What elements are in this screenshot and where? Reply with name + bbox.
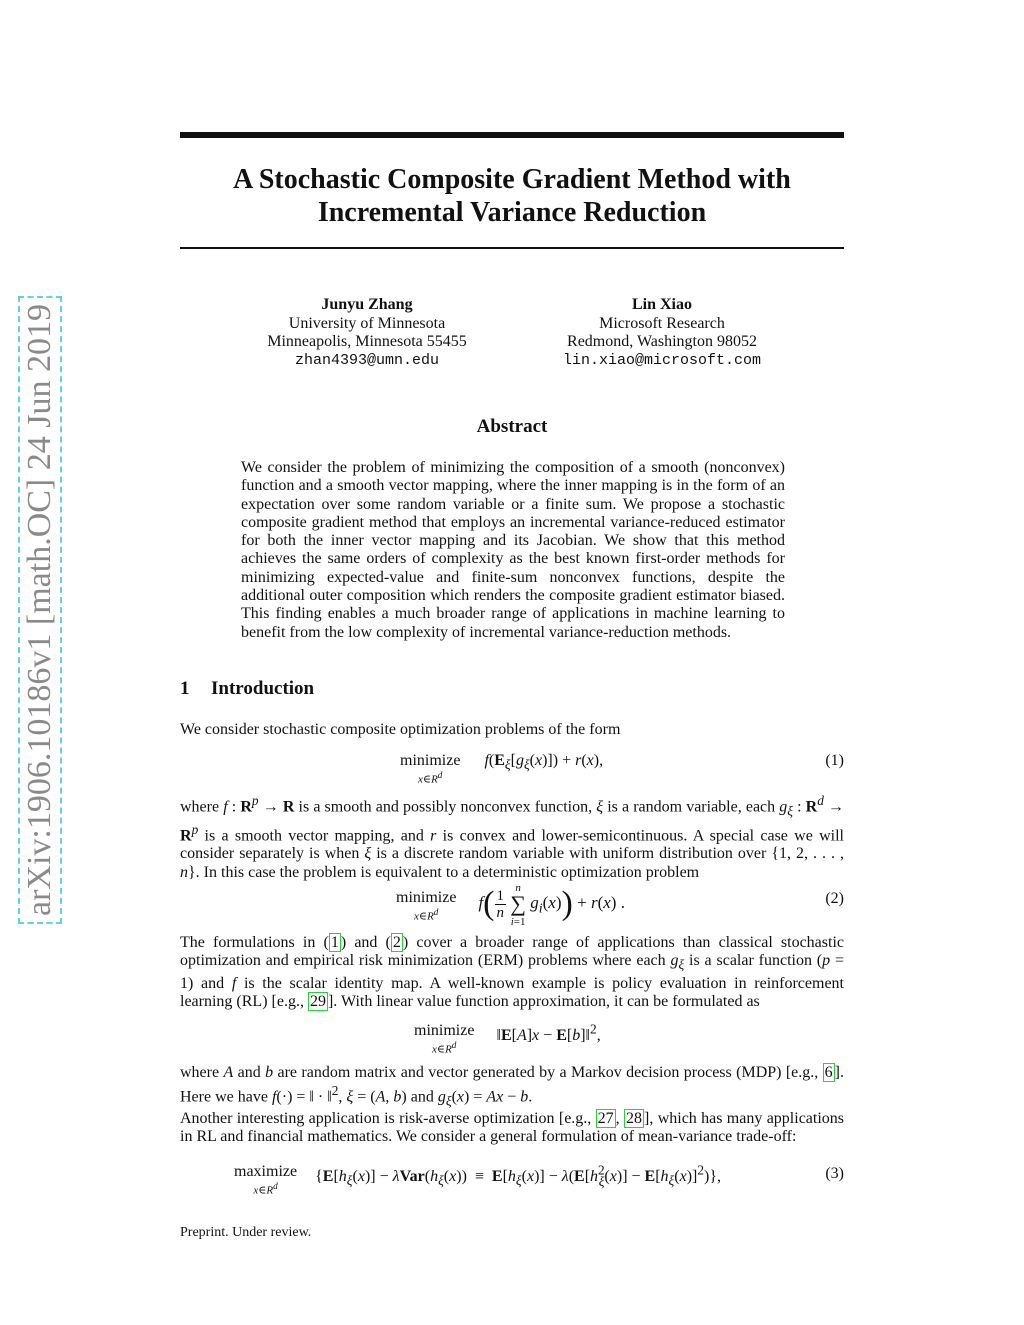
operator-subscript: x∈R <box>432 1043 452 1056</box>
operator-subscript: x∈R <box>253 1184 274 1197</box>
operator-subscript-sup: d <box>451 1040 457 1050</box>
equation-2: minimize $x\in R^d$ f( 1 n n ∑ i=1 $g_i(x)) + r(x)$ . <box>396 882 625 928</box>
title-bottom-rule <box>180 247 844 249</box>
operator-subscript: x∈R <box>418 773 438 786</box>
equation-3-number: (3) <box>825 1165 844 1182</box>
operator-label: maximize <box>234 1163 298 1180</box>
footer-note: Preprint. Under review. <box>180 1225 312 1240</box>
author-block-2 <box>542 296 782 370</box>
section-heading <box>180 678 314 700</box>
minimize-operator <box>400 752 460 786</box>
operator-label: minimize <box>414 1022 475 1039</box>
operator-subscript: x∈R <box>414 910 434 923</box>
equation-1: minimize $x\in R^d$ $f(E_\xi[g_\xi(x)]) + r(x)$, <box>400 752 604 786</box>
author-affiliation: Microsoft Research <box>599 314 725 332</box>
author-email[interactable]: lin.xiao@microsoft.com <box>562 351 762 369</box>
operator-subscript-sup: d <box>437 770 443 780</box>
author-email[interactable]: zhan4393@umn.edu <box>294 351 440 369</box>
arxiv-stamp <box>18 296 62 924</box>
citation-ref[interactable]: 6 <box>824 1064 833 1081</box>
author-address: Minneapolis, Minnesota 55455 <box>267 333 467 350</box>
arxiv-stamp-text: arXiv:1906.10186v1 [math.OC] 24 Jun 2019 <box>21 304 58 916</box>
section-title: Introduction <box>211 678 315 699</box>
operator-label: minimize <box>396 889 457 906</box>
abstract-heading: Abstract <box>476 416 548 437</box>
equation-3: maximize $x\in R^d$ $\{E[h_\xi(x)] - \lambda Var(h_\xi(x)) \equiv E[h_\xi(x)] - \lambda(E[h^2_\xi(x)] - E[h_\xi(x)]^2)\}$, <box>234 1163 722 1197</box>
citation-ref[interactable]: 27 <box>597 1110 614 1127</box>
citation-ref[interactable]: 28 <box>626 1110 643 1127</box>
operator-label: minimize <box>400 752 461 769</box>
author-name: Lin Xiao <box>631 296 692 313</box>
intro-paragraph-3: The formulations in ( 1 ) and ( 2 ) cover a broader range of applications than classical stochastic optimization and empirical risk minimization (ERM) problems where each $g_\xi$ is a scalar function (p = 1) and f is the scalar identity map. A well-known example is policy evaluation in reinforcement learning (RL) [e.g., 29 ]. With linear value function approximation, it can be formulated as <box>180 934 845 1011</box>
citation-ref[interactable]: 29 <box>309 993 326 1011</box>
equation-2-number: (2) <box>825 890 844 907</box>
eq-ref[interactable]: 2 <box>392 934 401 951</box>
paper-title <box>180 163 844 229</box>
operator-subscript-sup: d <box>273 1181 278 1191</box>
section-number: 1 <box>180 678 190 699</box>
intro-paragraph-1: We consider stochastic composite optimization problems of the form <box>180 721 621 738</box>
eq-ref[interactable]: 1 <box>330 934 339 951</box>
author-block-1 <box>247 296 487 370</box>
intro-paragraph-4: where A and b are random matrix and vector generated by a Markov decision process (MDP) [e.g., 6 ]. Here we have f(·) = ‖ · ‖$^2$, ξ = (A, b) and $g_\xi(x) = Ax - b$. <box>180 1064 844 1109</box>
intro-paragraph-2: where f : $R^p \to R$ is a smooth and possibly nonconvex function, ξ is a random variable, each $g_\xi$ : $R^d \to R^p$ is a smooth vector mapping, and r is convex and lower-semicontinuous. A special case we will consider separately is when ξ is a discrete random variable with uniform distribution over {1, 2, . . . , n}. In this case the problem is equivalent to a deterministic optimization problem <box>180 793 845 881</box>
author-address: Redmond, Washington 98052 <box>567 333 757 350</box>
maximize-operator <box>234 1163 297 1197</box>
abstract-text: We consider the problem of minimizing the composition of a smooth (nonconvex) function and a smooth vector mapping, where the inner mapping is in the form of an expectation over some random variable or a finite sum. We propose a stochastic composite gradient method that employs an incremental variance-reduced estimator for both the inner vector mapping and its Jacobian. We show that this method achieves the same orders of complexity as the best known first-order methods for minimizing expected-value and finite-sum nonconvex functions, despite the additional outer composition which renders the composite gradient estimator biased. This finding enables a much broader range of applications in machine learning to benefit from the low complexity of incremental variance-reduction methods. <box>241 459 785 641</box>
equation-policy-eval: minimize $x\in R^d$ ‖E[A]x − E[b]‖$^2$, <box>414 1022 601 1056</box>
title-top-rule <box>180 132 844 138</box>
operator-subscript-sup: d <box>433 907 439 917</box>
title-line-2: Incremental Variance Reduction <box>317 197 707 228</box>
author-affiliation: University of Minnesota <box>288 314 446 332</box>
author-name: Junyu Zhang <box>321 296 413 313</box>
minimize-operator <box>414 1022 474 1056</box>
equation-1-number: (1) <box>825 752 844 769</box>
title-line-1: A Stochastic Composite Gradient Method with <box>233 164 791 195</box>
minimize-operator <box>396 889 456 923</box>
intro-paragraph-5: Another interesting application is risk-averse optimization [e.g., 27 , 28 ], which has many applications in RL and financial mathematics. We consider a general formulation of mean-variance trade-off: <box>180 1110 845 1146</box>
